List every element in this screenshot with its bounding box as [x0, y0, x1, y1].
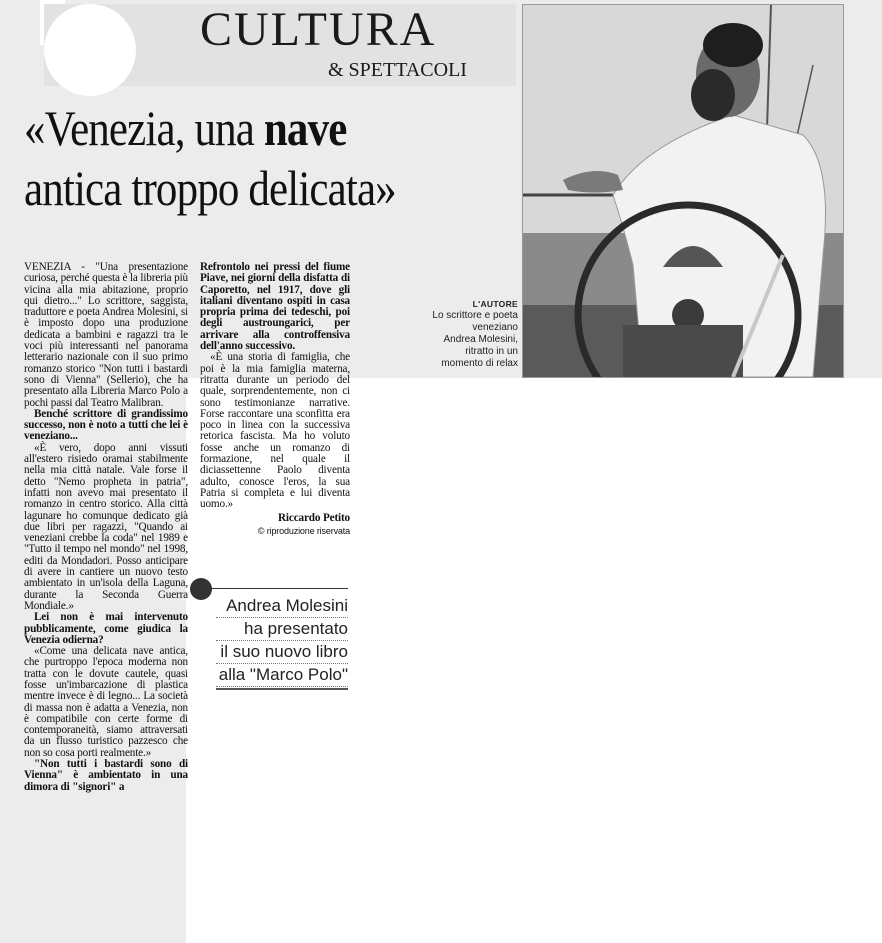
pull-quote-rule — [202, 588, 348, 589]
question: "Non tutti i bastardi sono di Vienna" è ambientato in una dimora di "signori" a — [24, 758, 188, 793]
pull-quote-line: alla "Marco Polo" — [216, 664, 348, 687]
caption-title: L'AUTORE — [472, 299, 518, 309]
copyright-note: © riproduzione riservata — [257, 525, 350, 536]
pull-quote-line: ha presentato — [216, 618, 348, 641]
section-subtitle: & SPETTACOLI — [328, 59, 467, 81]
photo-caption — [408, 298, 518, 370]
paragraph: VENEZIA - "Una presentazione curiosa, perché questa è la libreria più vicina alla mia abitazione, proprio qui dietro..." Lo scrittore, saggista, traduttore e poeta Andrea Molesini, si è imposto dopo una produzione dedicata a bambini e ragazzi tra le voci più interessanti nel panorama letterario nazionale con il suo primo romanzo storico "Non tutti i bastardi sono di Vienna" (Sellerio), che ha presentato alla Libreria Marco Polo a pochi passi dal Teatro Malibran. — [24, 261, 188, 409]
question: Lei non è mai intervenuto pubblicamente, come giudica la Venezia odierna? — [24, 611, 188, 646]
pull-quote — [190, 578, 348, 693]
headline-part1: «Venezia, una — [24, 100, 264, 156]
article-column-2 — [200, 262, 350, 537]
caption-line: veneziano — [472, 322, 518, 333]
pull-quote-line: Andrea Molesini — [216, 595, 348, 618]
caption-line: Andrea Molesini, — [443, 334, 518, 345]
paragraph: «Come una delicata nave antica, che purtroppo l'epoca moderna non tratta con le dovute cautele, quasi fosse un'imbarcazione di plastica mentre invece è di legno... La società di massa non è adatta a Venezia, non è compatibile con certe forme di contemporaneità, siamo attraversati da un flusso turistico pazzesco che non so cosa porti realmente.» — [24, 645, 188, 759]
caption-line: Lo scrittore e poeta — [432, 310, 518, 321]
headline-part2: antica troppo delicata» — [24, 160, 396, 216]
headline-bold: nave — [263, 100, 347, 156]
headline — [24, 98, 454, 218]
header-circle-decoration — [44, 4, 136, 96]
paragraph: «È vero, dopo anni vissuti all'estero risiedo oramai stabilmente nella mia città natale. Vale forse il detto "Nemo propheta in patria", infatti non avevo mai presentato il romanzo in centro storico. Alla città lagunare ho comunque dedicato già due libri per ragazzi, "Quando ai veneziani crebbe la coda" nel 1989 e "Tutto il tempo nel mondo" nel 1998, editi da Mondadori. Posso anticipare di avere in cantiere un nuovo testo ambientato in un'isola della Laguna, durante la Seconda Guerra Mondiale.» — [24, 441, 188, 612]
author-signature: Riccardo Petito — [278, 511, 350, 524]
caption-line: ritratto in un — [465, 346, 518, 357]
author-photo — [522, 4, 844, 378]
pull-quote-line: il suo nuovo libro — [216, 641, 348, 664]
pull-quote-text — [216, 595, 348, 687]
pull-quote-dot — [190, 578, 212, 600]
pull-quote-bottom-rule — [216, 688, 348, 690]
section-title: CULTURA — [200, 3, 437, 56]
question-continued: Refrontolo nei pressi del fiume Piave, nei giorni della disfatta di Caporetto, nel 1917, dove gli italiani diventano ospiti in casa propria prima dei tedeschi, poi degli austroungarici, per arrivare alla controffensiva dell'anno successivo. — [200, 261, 350, 353]
paragraph: «È una storia di famiglia, che poi è la mia famiglia materna, ritratta durante un periodo del quale, sorprendentemente, non ci sono testimonianze narrative. Forse raccontare una sconfitta era poco in linea con la successiva retorica fascista. Ma ho voluto fosse anche un romanzo di formazione, nel quale il diciassettenne Paolo diventa adulto, conosce l'eros, la sua Patria si completa e lui diventa uomo.» — [200, 351, 350, 511]
caption-line: momento di relax — [441, 358, 518, 369]
article-column-1 — [24, 262, 188, 793]
question: Benché scrittore di grandissimo successo, non è noto a tutti che lei è veneziano... — [24, 407, 188, 443]
photo-illustration — [523, 5, 843, 377]
